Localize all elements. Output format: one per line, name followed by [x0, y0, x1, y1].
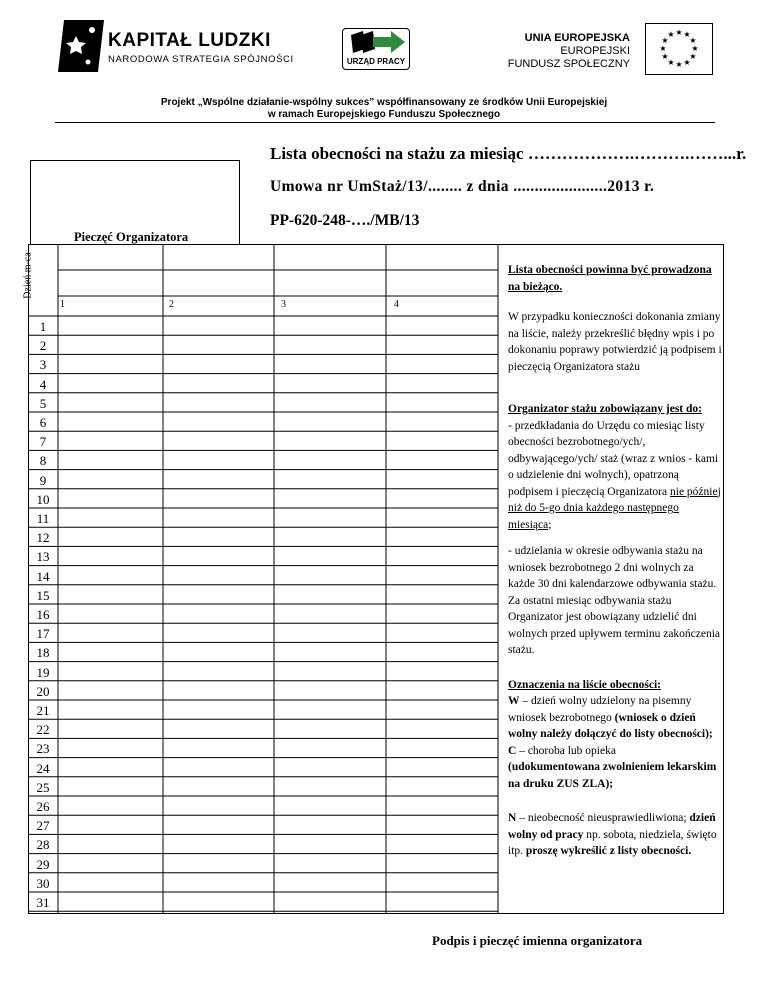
day-number: 22	[36, 722, 50, 738]
note-legend-n: N – nieobecność nieusprawiedliwiona; dzień wolny od pracy np. sobota, niedziela, święto itp. proszę wykreślić z listy obecności.	[508, 812, 717, 857]
svg-text:★: ★	[691, 44, 699, 53]
column-header-3: 3	[281, 299, 286, 310]
reference-number: PP-620-248-…./MB/13	[270, 212, 420, 229]
kapital-ludzki-emblem-icon	[58, 18, 106, 74]
ue-line-2: FUNDUSZ SPOŁECZNY	[507, 58, 630, 70]
day-number: 7	[39, 434, 47, 450]
header-divider	[55, 122, 715, 123]
day-number: 21	[36, 703, 50, 718]
day-number: 9	[39, 472, 47, 488]
day-number: 30	[36, 875, 50, 891]
day-number: 24	[36, 760, 50, 776]
note-current-title: Lista obecności powinna być prowadzona na bieżąco.	[508, 264, 712, 293]
note-obligation-a: - przedkładania do Urzędu co miesiąc listy obecności bezrobotnego/ych/, odbywającego/ych/ staż (wraz z wnios - kami o udzielenie dni wolnych), opatrzoną podpisem i pieczęcią Organizatora nie później niż do 5-go dnia każdego następnego miesiąca;	[508, 419, 721, 531]
contract-line: Umowa nr UmStaż/13/........ z dnia ......................2013 r.	[270, 178, 655, 195]
svg-text:★: ★	[667, 30, 675, 39]
day-number: 6	[39, 415, 47, 430]
day-number: 17	[36, 626, 50, 642]
svg-text:★: ★	[689, 52, 697, 61]
day-number: 27	[36, 818, 50, 834]
urzad-pracy-arrow-icon	[343, 29, 409, 57]
day-number: 25	[36, 779, 50, 795]
day-number: 13	[36, 549, 50, 565]
svg-text:★: ★	[675, 28, 683, 37]
column-header-4: 4	[394, 299, 399, 310]
note-legend-title: Oznaczenia na liście obecności:	[508, 678, 661, 691]
eu-flag	[645, 23, 713, 75]
day-number: 8	[39, 453, 47, 469]
column-header-1: 1	[60, 299, 65, 310]
instructions-panel	[508, 262, 723, 860]
svg-text:★: ★	[683, 30, 691, 39]
day-number: 12	[36, 530, 50, 546]
day-number: 1	[39, 319, 47, 334]
day-number: 19	[36, 664, 50, 680]
document-title: Lista obecności na stażu za miesiąc ……………….……….……...r.	[270, 144, 747, 163]
svg-text:★: ★	[659, 44, 667, 53]
svg-text:★: ★	[675, 60, 683, 69]
day-number: 10	[36, 491, 50, 507]
eu-stars-icon	[646, 24, 712, 74]
day-number: 5	[39, 395, 47, 411]
project-line-1: Projekt „Wspólne działanie-wspólny sukces” współfinansowany ze środków Unii Europejskiej	[160, 97, 608, 108]
day-number: 28	[36, 837, 50, 853]
note-corrections: W przypadku konieczności dokonania zmiany na liście, należy przekreślić błędny wpis i po dokonaniu poprawy potwierdzić ją podpisem i pieczęcią Organizatora stażu	[508, 311, 722, 373]
day-number: 20	[36, 683, 50, 699]
day-of-month-header: Dzień m-ca	[22, 252, 34, 299]
day-number: 14	[36, 568, 50, 584]
day-number: 4	[39, 376, 47, 392]
svg-text:★: ★	[667, 58, 675, 67]
svg-text:★: ★	[689, 36, 697, 45]
svg-text:★: ★	[683, 58, 691, 67]
note-legend-w: W – dzień wolny udzielony na pisemny wniosek bezrobotnego (wniosek o dzień wolny należy dołączyć do listy obecności);	[508, 695, 713, 740]
day-number: 15	[36, 587, 50, 603]
day-number: 11	[36, 511, 50, 526]
kapital-ludzki-subtitle: NARODOWA STRATEGIA SPÓJNOŚCI	[108, 54, 294, 65]
kapital-ludzki-title: KAPITAŁ LUDZKI	[108, 30, 271, 51]
day-number: 26	[36, 799, 50, 814]
svg-text:★: ★	[661, 36, 669, 45]
day-number: 3	[39, 357, 47, 373]
note-obligations-title: Organizator stażu zobowiązany jest do:	[508, 403, 702, 415]
urzad-pracy-label: URZĄD PRACY	[346, 57, 406, 66]
day-number: 31	[36, 895, 50, 910]
day-number: 29	[36, 856, 50, 872]
signature-label: Podpis i pieczęć imienna organizatora	[432, 933, 643, 948]
stamp-label: Pieczęć Organizatora	[74, 230, 189, 244]
note-obligation-b: - udzielania w okresie odbywania stażu na wniosek bezrobotnego 2 dni wolnych za każde 30 dni kalendarzowe odbywania stażu.	[508, 545, 717, 590]
note-last-month: Za ostatni miesiąc odbywania stażu Organizator jest obowiązany udzielić dni wolnych przed upływem terminu zakończenia stażu.	[508, 594, 721, 656]
note-legend-c: C – choroba lub opieka (udokumentowana zwolnieniem lekarskim na druku ZUS ZLA);	[508, 744, 717, 790]
day-number: 16	[36, 607, 50, 622]
project-line-2: w ramach Europejskiego Funduszu Społecznego	[267, 109, 501, 120]
ue-line-1: EUROPEJSKI	[560, 45, 630, 57]
day-number: 23	[36, 741, 50, 757]
day-number: 2	[39, 338, 47, 354]
svg-text:★: ★	[661, 52, 669, 61]
day-number: 18	[36, 645, 50, 661]
ue-title: UNIA EUROPEJSKA	[524, 32, 630, 44]
column-header-2: 2	[169, 299, 174, 310]
